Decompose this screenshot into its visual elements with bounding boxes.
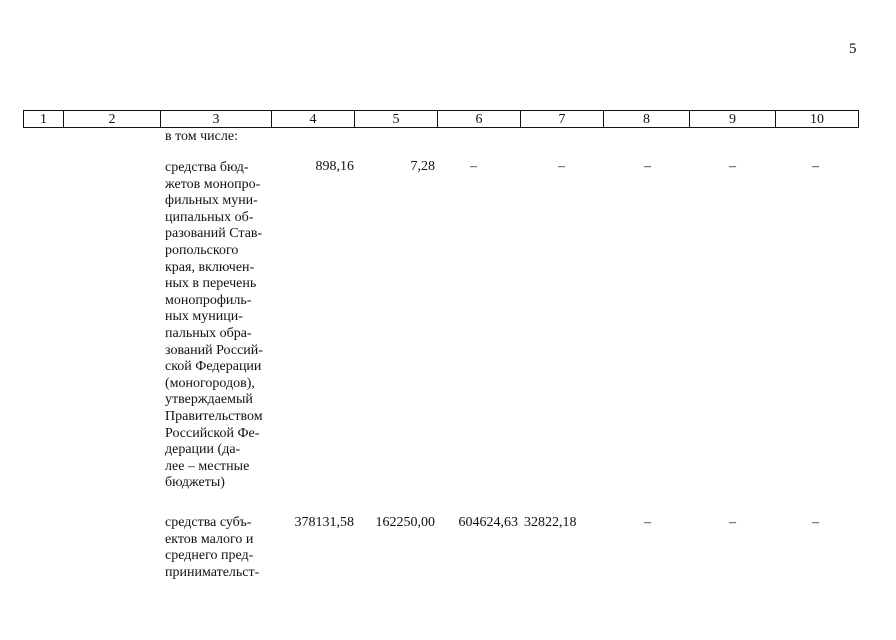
column-number-2: 2 xyxy=(64,111,161,128)
row-2-col-5: 162250,00 xyxy=(375,515,435,530)
column-number-header xyxy=(23,110,859,128)
row-2-col-8: – xyxy=(644,515,651,530)
row-2-line: принимательст- xyxy=(165,564,260,580)
row-1-line: Правительством xyxy=(165,408,263,424)
row-1-line: (моногородов), xyxy=(165,375,255,391)
row-1-line: ных муници- xyxy=(165,309,243,325)
row-1-line: средства бюд- xyxy=(165,160,249,175)
row-2-col-10: – xyxy=(812,515,819,530)
row-2-col-4: 378131,58 xyxy=(294,515,354,530)
row-1-line: бюджеты) xyxy=(165,475,225,491)
column-number-3: 3 xyxy=(161,111,272,128)
row-1-col-6: – xyxy=(470,159,477,174)
row-1-line: пальных обра- xyxy=(165,325,252,341)
row-1-line: ципальных об- xyxy=(165,209,254,225)
page-number: 5 xyxy=(849,41,857,57)
column-number-9: 9 xyxy=(690,111,776,128)
row-1-col-10: – xyxy=(812,159,819,174)
row-1-col-7: – xyxy=(558,159,565,174)
row-1-line: зований Россий- xyxy=(165,342,263,358)
row-1-line: жетов монопро- xyxy=(165,176,261,192)
row-1-description xyxy=(165,160,271,492)
row-2-col-7: 32822,18 xyxy=(524,515,577,530)
row-2-description xyxy=(165,515,271,581)
column-number-1: 1 xyxy=(24,111,64,128)
row-2-col-9: – xyxy=(729,515,736,530)
row-1-line: монопрофиль- xyxy=(165,292,252,308)
row-1-line: ской Федерации xyxy=(165,359,262,375)
column-number-8: 8 xyxy=(604,111,690,128)
row-2-line: среднего пред- xyxy=(165,548,254,564)
row-1-line: края, включен- xyxy=(165,259,255,275)
row-1-line: дерации (да- xyxy=(165,442,241,458)
row-2-col-6: 604624,63 xyxy=(458,515,518,530)
row-1-col-8: – xyxy=(644,159,651,174)
row-1-col-4: 898,16 xyxy=(315,159,354,174)
column-number-7: 7 xyxy=(521,111,604,128)
column-number-10: 10 xyxy=(776,111,859,128)
row-1-line: разований Став- xyxy=(165,226,263,242)
column-number-4: 4 xyxy=(272,111,355,128)
row-1-line: лее – местные xyxy=(165,458,250,474)
row-1-col-9: – xyxy=(729,159,736,174)
row-1-line: Российской Фе- xyxy=(165,425,260,441)
row-1-line: ропольского xyxy=(165,242,239,258)
row-1-line: ных в перечень xyxy=(165,276,257,292)
column-number-6: 6 xyxy=(438,111,521,128)
row-1-col-5: 7,28 xyxy=(410,159,435,174)
row-2-line: средства субъ- xyxy=(165,515,252,530)
column-number-5: 5 xyxy=(355,111,438,128)
intro-label: в том числе: xyxy=(165,129,238,144)
row-1-line: утверждаемый xyxy=(165,392,253,408)
row-1-line: фильных муни- xyxy=(165,193,258,209)
row-2-line: ектов малого и xyxy=(165,531,254,547)
